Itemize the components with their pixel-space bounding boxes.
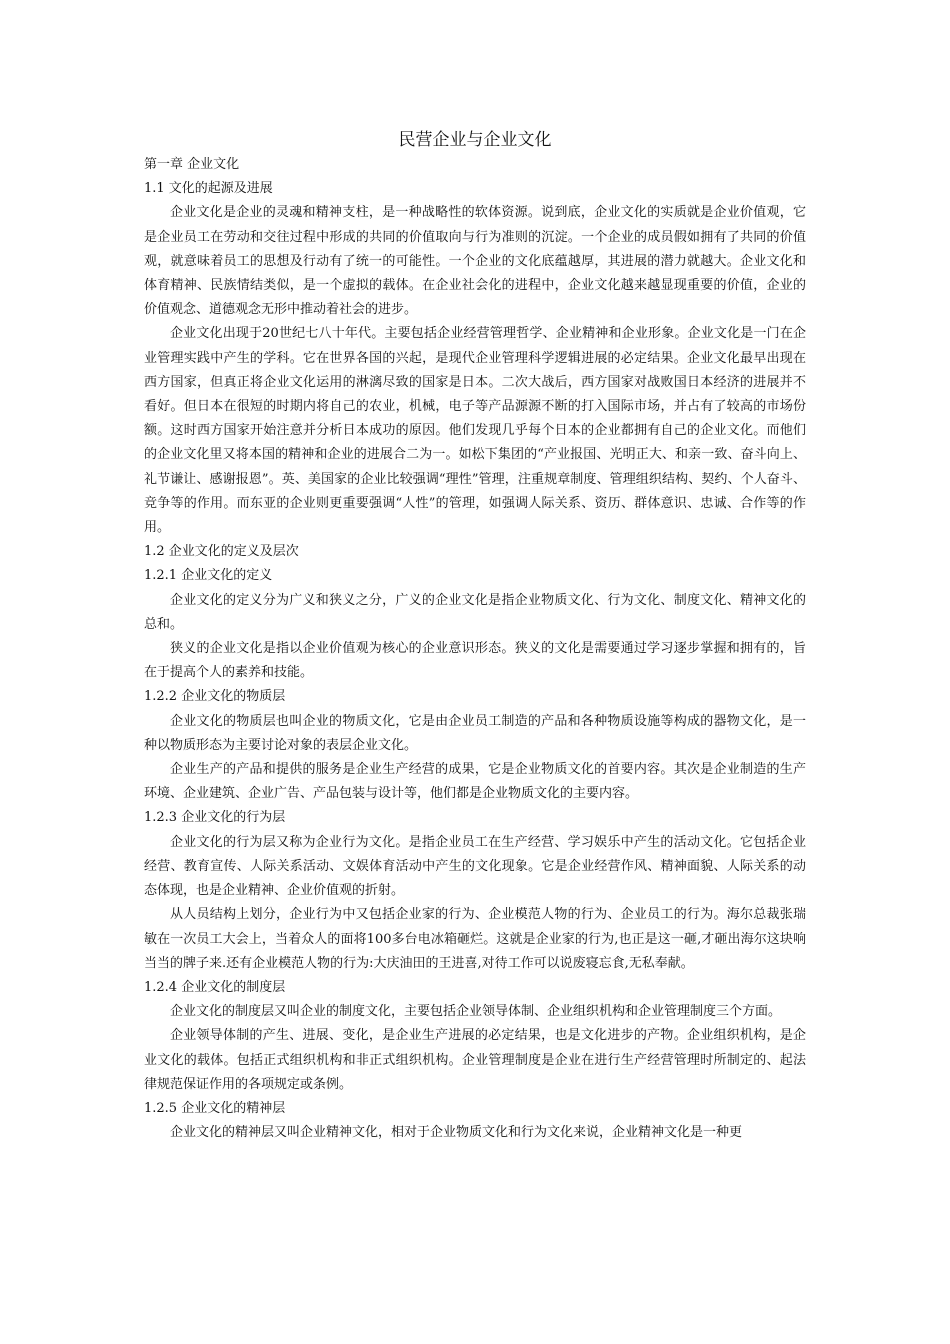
paragraph: 从人员结构上划分，企业行为中又包括企业家的行为、企业模范人物的行为、企业员工的行为。海尔总裁张瑞敏在一次员工大会上，当着众人的面将100多台电冰箱砸烂。这就是企业家的行为,也正是这一砸,才砸出海尔这块响当当的牌子来.还有企业模范人物的行为:大庆油田的王进喜,对待工作可以说废寝忘食,无私奉献。 [144, 907, 806, 971]
subsection-heading: 1.2.3 企业文化的行为层 [144, 810, 286, 826]
document-title: 民营企业与企业文化 [398, 130, 552, 150]
subsection-heading: 1.2.4 企业文化的制度层 [144, 979, 286, 995]
paragraph: 企业文化的精神层又叫企业精神文化，相对于企业物质文化和行为文化来说，企业精神文化是一种更 [170, 1125, 743, 1141]
paragraph: 企业文化的制度层又叫企业的制度文化，主要包括企业领导体制、企业组织机构和企业管理制度三个方面。 [170, 1004, 782, 1020]
paragraph: 企业文化的物质层也叫企业的物质文化，它是由企业员工制造的产品和各种物质设施等构成的器物文化，是一种以物质形态为主要讨论对象的表层企业文化。 [144, 713, 806, 753]
document-body [144, 153, 806, 1145]
paragraph: 企业文化出现于20世纪七八十年代。主要包括企业经营管理哲学、企业精神和企业形象。企业文化是一门在企业管理实践中产生的学科。它在世界各国的兴起，是现代企业管理科学逻辑进展的必定结果。企业文化最早出现在西方国家，但真正将企业文化运用的淋漓尽致的国家是日本。二次大战后，西方国家对战败国日本经济的进展并不看好。但日本在很短的时期内将自己的农业，机械，电子等产品源源不断的打入国际市场，并占有了较高的市场份额。这时西方国家开始注意并分析日本成功的原因。他们发现几乎每个日本的企业都拥有自己的企业文化。而他们的企业文化里又将本国的精神和企业的进展合二为一。如松下集团的“产业报国、光明正大、和亲一致、奋斗向上、礼节谦让、感谢报恩”。英、美国家的企业比较强调“理性”管理，注重规章制度、管理组织结构、契约、个人奋斗、竞争等的作用。而东亚的企业则更重要强调“人性”的管理，如强调人际关系、资历、群体意识、忠诚、合作等的作用。 [144, 326, 806, 536]
paragraph: 企业文化是企业的灵魂和精神支柱，是一种战略性的软体资源。说到底，企业文化的实质就是企业价值观，它是企业员工在劳动和交往过程中形成的共同的价值取向与行为准则的沉淀。一个企业的成员假如拥有了共同的价值观，就意味着员工的思想及行动有了统一的可能性。一个企业的文化底蕴越厚，其进展的潜力就越大。企业文化和体育精神、民族情结类似，是一个虚拟的载体。在企业社会化的进程中，企业文化越来越显现重要的价值，企业的价值观念、道德观念无形中推动着社会的进步。 [144, 205, 806, 318]
subsection-heading: 1.2.1 企业文化的定义 [144, 568, 273, 584]
subsection-heading: 1.2.2 企业文化的物质层 [144, 689, 286, 705]
paragraph: 企业生产的产品和提供的服务是企业生产经营的成果，它是企业物质文化的首要内容。其次是企业制造的生产环境、企业建筑、企业广告、产品包装与设计等，他们都是企业物质文化的主要内容。 [144, 762, 806, 802]
subsection-heading: 1.2.5 企业文化的精神层 [144, 1100, 286, 1116]
section-heading: 1.2 企业文化的定义及层次 [144, 544, 299, 560]
paragraph: 企业领导体制的产生、进展、变化，是企业生产进展的必定结果，也是文化进步的产物。企业组织机构，是企业文化的载体。包括正式组织机构和非正式组织机构。企业管理制度是企业在进行生产经营管理时所制定的、起法律规范保证作用的各项规定或条例。 [144, 1028, 806, 1092]
paragraph: 狭义的企业文化是指以企业价值观为核心的企业意识形态。狭义的文化是需要通过学习逐步掌握和拥有的，旨在于提高个人的素养和技能。 [144, 641, 806, 681]
paragraph: 企业文化的定义分为广义和狭义之分，广义的企业文化是指企业物质文化、行为文化、制度文化、精神文化的总和。 [144, 592, 806, 632]
chapter-heading: 第一章 企业文化 [144, 157, 240, 172]
section-heading: 1.1 文化的起源及进展 [144, 181, 273, 197]
paragraph: 企业文化的行为层又称为企业行为文化。是指企业员工在生产经营、学习娱乐中产生的活动文化。它包括企业经营、教育宣传、人际关系活动、文娱体育活动中产生的文化现象。它是企业经营作风、精神面貌、人际关系的动态体现，也是企业精神、企业价值观的折射。 [144, 834, 806, 899]
